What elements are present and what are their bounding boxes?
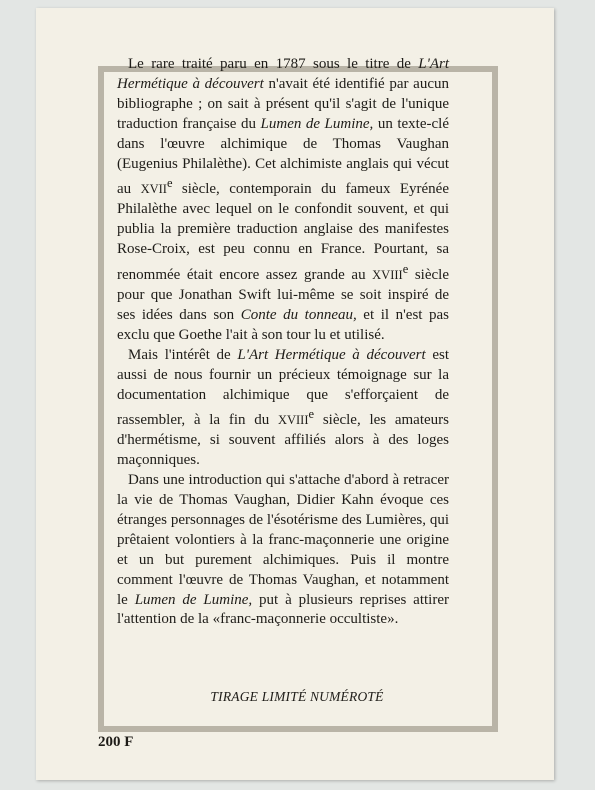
back-cover [36, 8, 554, 780]
ordinal-superscript: e [402, 262, 409, 277]
blurb-paragraph-3 [117, 471, 449, 630]
text-run: put à plusieurs reprises attirer l'attention de la «franc-maçonnerie occultiste». [117, 591, 449, 628]
century-numeral: XVII [140, 182, 167, 197]
ordinal-superscript: e [166, 176, 173, 191]
text-run: siècle, les amateurs d'hermétisme, si souvent affiliés alors à des loges maçonniques. [117, 412, 449, 469]
book-title: Conte du tonneau, [240, 306, 357, 323]
book-title: Lumen de Lumine, [134, 591, 253, 608]
limited-edition-note: TIRAGE LIMITÉ NUMÉROTÉ [210, 689, 384, 704]
text-run: siècle pour que Jonathan Swift lui-même se soit inspiré de ses idées dans son [117, 267, 449, 323]
text-run: n'avait été identifié par aucun bibliographe ; on sait à présent qu'il s'agit de l'unique traduction française du [117, 75, 449, 132]
text-run: Mais l'intérêt de [128, 346, 238, 363]
book-title: L'Art Hermétique à découvert [237, 346, 426, 363]
price-label: 200 F [98, 734, 134, 750]
century-numeral: XVIII [372, 268, 403, 283]
century-numeral: XVIII [277, 413, 309, 428]
blurb-paragraph-1 [117, 55, 449, 346]
text-run: et il n'est pas exclu que Goethe l'ait à son tour lu et utilisé. [117, 306, 449, 343]
book-title: Lumen de Lumine, [260, 115, 374, 132]
text-run: est aussi de nous fournir un précieux témoignage sur la documentation alchimique que s'efforçaient de rassembler, à la fin du [117, 346, 449, 429]
ordinal-superscript: e [308, 407, 315, 422]
text-run: Le rare traité paru en 1787 sous le titre de [128, 56, 419, 72]
text-run: un texte-clé dans l'œuvre alchimique de Thomas Vaughan (Eugenius Philalèthe). Cet alchimiste anglais qui vécut au [117, 115, 449, 198]
book-title: L'Art Hermétique à découvert [117, 56, 449, 92]
blurb-text [117, 55, 449, 630]
text-run: siècle, contemporain du fameux Eyrénée Philalèthe avec lequel on le confondit souvent, et qui publia la première traduction anglaise des manifestes Rose-Croix, est peu connu en France. Pourtant, sa renommée était encore assez grande au [117, 181, 449, 284]
text-run: Dans une introduction qui s'attache d'abord à retracer la vie de Thomas Vaughan, Didier Kahn évoque ces étranges personnages de l'ésotérisme des Lumières, qui prêtaient volontiers à la franc-maçonnerie une origine et un but purement alchimiques. Puis il montre comment l'œuvre de Thomas Vaughan, et notamment le [117, 472, 449, 608]
blurb-paragraph-2 [117, 346, 449, 471]
